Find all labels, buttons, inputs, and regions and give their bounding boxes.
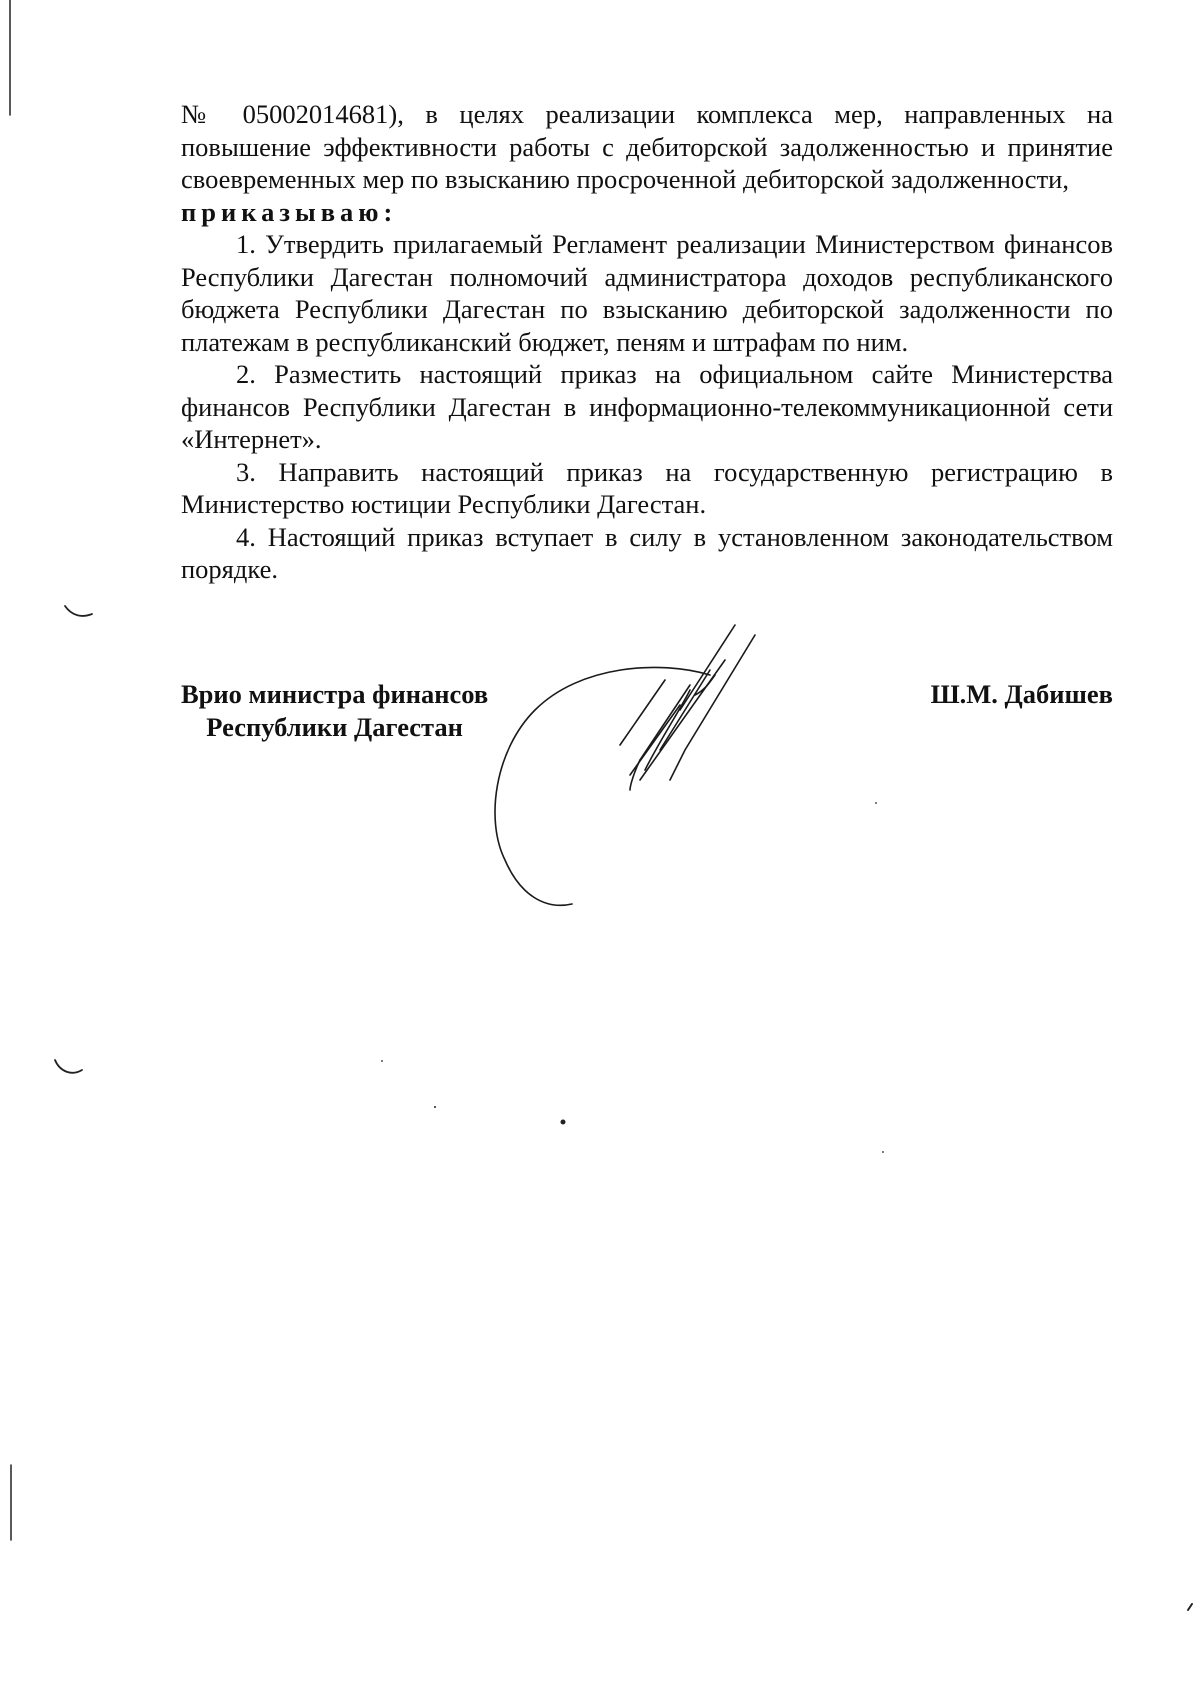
signer-position-line-2: Республики Дагестан [206,711,463,742]
intro-paragraph: № 05002014681), в целях реализации комплекса мер, направленных на повышение эффективности работы с дебиторской задолженностью и принятие своевременных мер по взысканию просроченной дебиторской задолженности, [181,99,1113,194]
signer-name: Ш.М. Дабишев [930,679,1113,709]
item-4: 4. Настоящий приказ вступает в силу в установленном законодательством порядке. [181,521,1113,584]
item-1: 1. Утвердить прилагаемый Регламент реализации Министерством финансов Республики Дагестан полномочий администратора доходов республиканского бюджета Республики Дагестан по взысканию дебиторской задолженности по платежам в республиканский бюджет, пеням и штрафам по ним. [181,229,1113,357]
signer-position [181,678,488,743]
item-2: 2. Разместить настоящий приказ на официальном сайте Министерства финансов Республики Дагестан в информационно-телекоммуникационной сети «Интернет». [181,359,1113,454]
order-word: приказываю: [181,196,398,227]
item-3: 3. Направить настоящий приказ на государственную регистрацию в Министерство юстиции Республики Дагестан. [181,456,1113,519]
signer-position-line-1: Врио министра финансов [181,679,489,709]
document-body [181,98,1113,586]
handwritten-signature [490,620,850,920]
